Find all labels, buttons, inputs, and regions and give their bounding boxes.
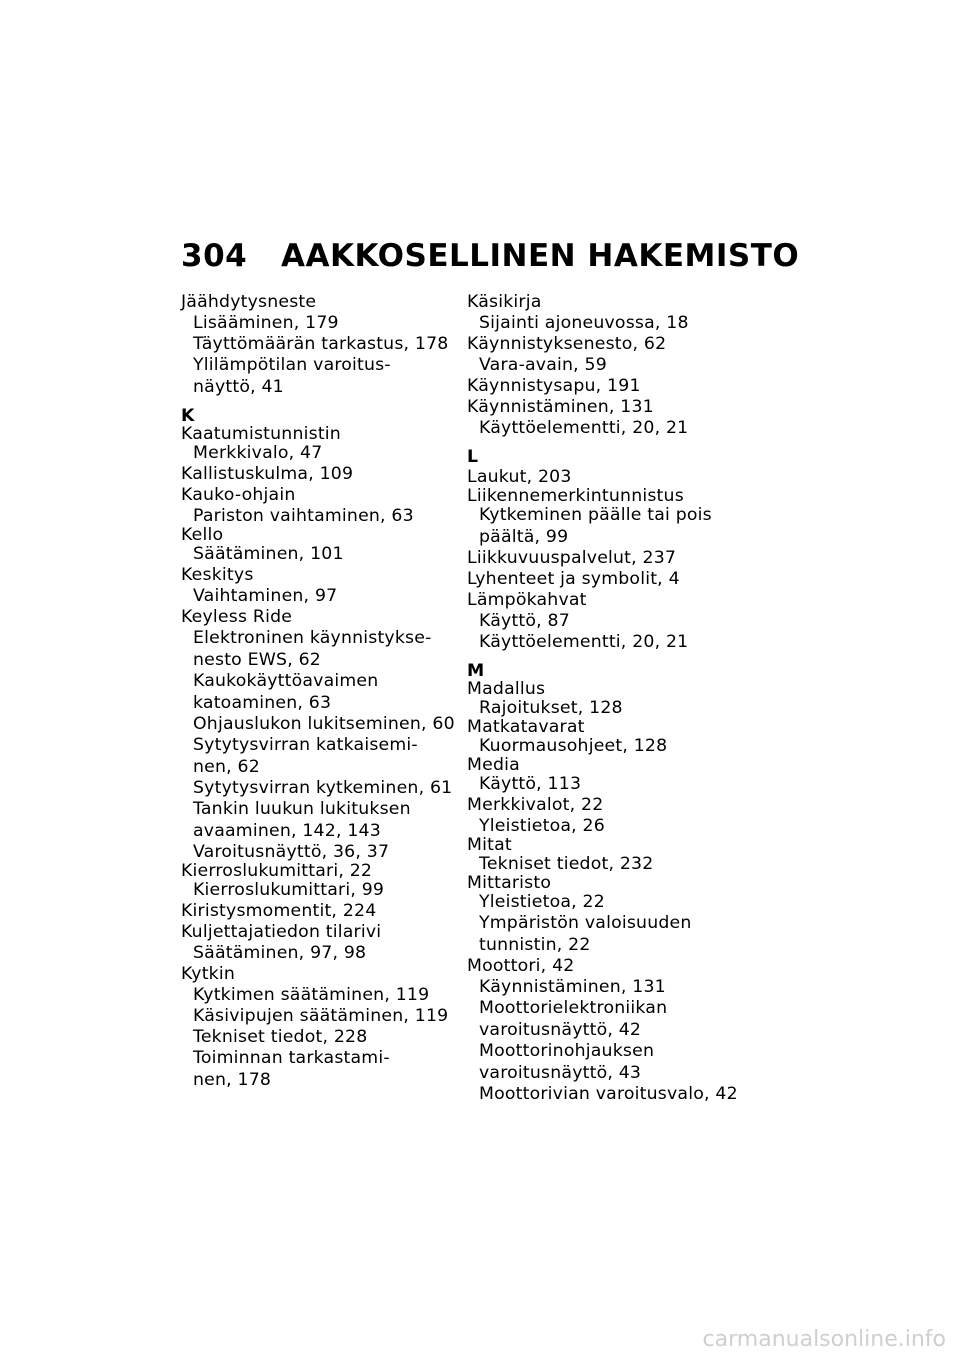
index-entry: Keskitys <box>181 565 254 585</box>
index-entry: Liikkuvuuspalvelut, 237 <box>467 548 677 568</box>
index-subentry: Moottorielektroniikan <box>479 998 668 1018</box>
index-entry: Lyhenteet ja symbolit, 4 <box>467 569 680 589</box>
index-subentry-continued: tunnistin, 22 <box>479 935 591 955</box>
index-subentry: Moottorivian varoitusvalo, 42 <box>479 1084 738 1104</box>
index-subentry: Täyttömäärän tarkastus, 178 <box>193 334 449 354</box>
index-subentry: Säätäminen, 101 <box>193 544 344 564</box>
index-subentry: Vara-avain, 59 <box>479 355 607 375</box>
index-entry: Jäähdytysneste <box>181 292 317 312</box>
index-entry: Mitat <box>467 835 512 855</box>
index-subentry: Kytkeminen päälle tai pois <box>479 505 712 525</box>
index-subentry-continued: varoitusnäyttö, 42 <box>479 1020 642 1040</box>
index-entry: Laukut, 203 <box>467 467 572 487</box>
index-letter-heading: L <box>467 447 479 467</box>
index-subentry: Ympäristön valoisuuden <box>479 913 692 933</box>
index-subentry: Varoitusnäyttö, 36, 37 <box>193 842 390 862</box>
index-letter-heading: K <box>181 406 195 426</box>
index-subentry: Käynnistäminen, 131 <box>479 977 666 997</box>
index-subentry-continued: näyttö, 41 <box>193 377 284 397</box>
index-subentry: Tankin luukun lukituksen <box>193 799 411 819</box>
index-subentry: Säätäminen, 97, 98 <box>193 943 367 963</box>
watermark: carmanualsonline.info <box>702 1327 946 1352</box>
index-subentry: Tekniset tiedot, 232 <box>479 854 654 874</box>
index-entry: Kaatumistunnistin <box>181 424 341 444</box>
index-entry: Keyless Ride <box>181 607 293 627</box>
index-subentry: Ohjauslukon lukitseminen, 60 <box>193 714 455 734</box>
index-subentry: Kierroslukumittari, 99 <box>193 880 385 900</box>
index-entry: Matkatavarat <box>467 717 585 737</box>
index-entry: Kello <box>181 525 224 545</box>
index-subentry: Sytytysvirran kytkeminen, 61 <box>193 778 453 798</box>
index-entry: Käynnistäminen, 131 <box>467 397 654 417</box>
index-subentry-continued: nen, 62 <box>193 757 260 777</box>
index-subentry: Elektroninen käynnistykse- <box>193 628 432 648</box>
index-subentry: Yleistietoa, 26 <box>479 816 605 836</box>
index-entry: Kauko-ohjain <box>181 485 296 505</box>
index-subentry-continued: päältä, 99 <box>479 527 569 547</box>
index-subentry: Käyttö, 87 <box>479 611 570 631</box>
index-entry: Lämpökahvat <box>467 590 587 610</box>
index-entry: Madallus <box>467 679 546 699</box>
index-subentry: Pariston vaihtaminen, 63 <box>193 506 414 526</box>
index-subentry-continued: nesto EWS, 62 <box>193 650 321 670</box>
index-subentry: Yleistietoa, 22 <box>479 892 605 912</box>
index-entry: Media <box>467 755 520 775</box>
index-entry: Kytkin <box>181 964 236 984</box>
index-subentry: Tekniset tiedot, 228 <box>193 1027 368 1047</box>
page-number: 304 <box>181 238 248 274</box>
index-subentry-continued: katoaminen, 63 <box>193 693 332 713</box>
index-letter-heading: M <box>467 661 485 681</box>
index-subentry: Käyttö, 113 <box>479 774 582 794</box>
index-subentry: Ylilämpötilan varoitus- <box>193 355 391 375</box>
index-entry: Merkkivalot, 22 <box>467 795 604 815</box>
index-subentry: Moottorinohjauksen <box>479 1041 655 1061</box>
index-entry: Kierroslukumittari, 22 <box>181 861 373 881</box>
index-subentry: Käyttöelementti, 20, 21 <box>479 632 689 652</box>
index-entry: Moottori, 42 <box>467 956 575 976</box>
index-subentry: Kaukokäyttöavaimen <box>193 671 379 691</box>
index-subentry: Lisääminen, 179 <box>193 313 339 333</box>
index-entry: Käynnistysapu, 191 <box>467 376 641 396</box>
index-column-left <box>181 292 471 1091</box>
index-subentry: Toiminnan tarkastami- <box>193 1048 390 1068</box>
index-subentry: Kytkimen säätäminen, 119 <box>193 985 430 1005</box>
index-column-right <box>467 292 757 1105</box>
index-subentry-continued: varoitusnäyttö, 43 <box>479 1063 642 1083</box>
index-entry: Käynnistyksenesto, 62 <box>467 334 667 354</box>
index-subentry: Sijainti ajoneuvossa, 18 <box>479 313 689 333</box>
index-entry: Liikennemerkintunnistus <box>467 486 684 506</box>
index-subentry: Käyttöelementti, 20, 21 <box>479 418 689 438</box>
index-subentry: Rajoitukset, 128 <box>479 698 623 718</box>
index-subentry-continued: nen, 178 <box>193 1070 272 1090</box>
index-entry: Kallistuskulma, 109 <box>181 464 354 484</box>
index-entry: Käsikirja <box>467 292 542 312</box>
index-entry: Kiristysmomentit, 224 <box>181 901 377 921</box>
index-entry: Kuljettajatiedon tilarivi <box>181 922 382 942</box>
index-subentry: Käsivipujen säätäminen, 119 <box>193 1006 449 1026</box>
index-subentry: Sytytysvirran katkaisemi- <box>193 735 418 755</box>
index-subentry: Kuormausohjeet, 128 <box>479 736 668 756</box>
index-subentry-continued: avaaminen, 142, 143 <box>193 821 381 841</box>
page-title: AAKKOSELLINEN HAKEMISTO <box>281 238 800 274</box>
index-subentry: Vaihtaminen, 97 <box>193 586 338 606</box>
index-subentry: Merkkivalo, 47 <box>193 443 323 463</box>
page-header <box>181 238 799 278</box>
index-entry: Mittaristo <box>467 873 552 893</box>
